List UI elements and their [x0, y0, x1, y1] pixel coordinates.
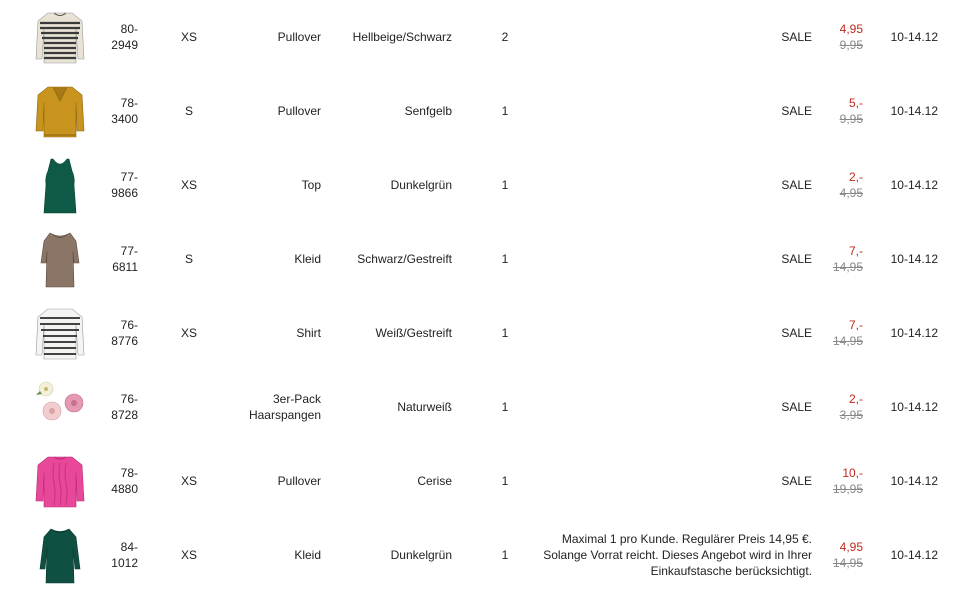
- original-price: 9,95: [839, 112, 863, 126]
- sale-label: SALE: [781, 30, 812, 44]
- product-type: Shirt: [296, 326, 321, 340]
- article-number: 77- 9866: [111, 170, 138, 200]
- quantity: 1: [501, 178, 509, 192]
- price: [818, 518, 863, 592]
- date-range: 10-14.12: [890, 474, 938, 488]
- price: [818, 370, 863, 444]
- article-number: 84- 1012: [111, 540, 138, 570]
- product-type: Kleid: [294, 252, 321, 266]
- quantity: 1: [501, 548, 509, 562]
- product-thumbnail[interactable]: [28, 444, 92, 518]
- original-price: 14,95: [832, 556, 863, 570]
- green-dress-icon: [30, 525, 90, 585]
- sale-price: 2,-: [848, 170, 863, 184]
- table-row: [0, 148, 970, 222]
- article-number: 76- 8776: [111, 318, 138, 348]
- table-row: [0, 370, 970, 444]
- striped-shirt-icon: [30, 303, 90, 363]
- table-row: [0, 222, 970, 296]
- price: [818, 148, 863, 222]
- sale-price: 7,-: [848, 244, 863, 258]
- product-type: Top: [301, 178, 321, 192]
- product-color: Schwarz/Gestreift: [357, 252, 452, 266]
- size: S: [184, 104, 193, 118]
- sale-label: SALE: [781, 400, 812, 414]
- sale-label: SALE: [781, 326, 812, 340]
- date-range: 10-14.12: [890, 400, 938, 414]
- sale-price: 10,-: [842, 466, 863, 480]
- product-type: Kleid: [294, 548, 321, 562]
- product-color: Senfgelb: [404, 104, 452, 118]
- sale-price: 5,-: [848, 96, 863, 110]
- table-row: [0, 296, 970, 370]
- flower-clips-icon: [30, 377, 90, 437]
- article-number: 80- 2949: [111, 22, 138, 52]
- quantity: 1: [501, 252, 509, 266]
- price: [818, 0, 863, 74]
- sale-price: 4,95: [839, 22, 863, 36]
- date-range: 10-14.12: [890, 30, 938, 44]
- original-price: 14,95: [832, 260, 863, 274]
- original-price: 19,95: [832, 482, 863, 496]
- striped-pullover-icon: [30, 7, 90, 67]
- date-range: 10-14.12: [890, 548, 938, 562]
- sale-label: SALE: [781, 474, 812, 488]
- product-thumbnail[interactable]: [28, 518, 92, 592]
- size: XS: [180, 178, 197, 192]
- size: XS: [180, 548, 197, 562]
- product-type: Pullover: [277, 104, 321, 118]
- price: [818, 222, 863, 296]
- product-type: Pullover: [277, 474, 321, 488]
- date-range: 10-14.12: [890, 252, 938, 266]
- article-number: 78- 3400: [111, 96, 138, 126]
- product-color: Dunkelgrün: [390, 178, 452, 192]
- table-row: [0, 444, 970, 518]
- sale-label: SALE: [781, 104, 812, 118]
- sale-label: SALE: [781, 178, 812, 192]
- quantity: 1: [501, 400, 509, 414]
- sale-price: 7,-: [848, 318, 863, 332]
- product-color: Cerise: [417, 474, 452, 488]
- original-price: 9,95: [839, 38, 863, 52]
- table-row: [0, 0, 970, 74]
- product-thumbnail[interactable]: [28, 222, 92, 296]
- size: XS: [180, 326, 197, 340]
- offer-note: Maximal 1 pro Kunde. Regulärer Preis 14,95 €. Solange Vorrat reicht. Dieses Angebot wird in Ihrer Einkaufstasche berücksichtigt.: [543, 532, 812, 578]
- table-row: [0, 518, 970, 592]
- table-row: [0, 74, 970, 148]
- sale-price: 2,-: [848, 392, 863, 406]
- date-range: 10-14.12: [890, 104, 938, 118]
- article-number: 77- 6811: [112, 244, 138, 274]
- quantity: 1: [501, 474, 509, 488]
- size: [160, 370, 218, 444]
- product-thumbnail[interactable]: [28, 296, 92, 370]
- product-type: 3er-Pack Haarspangen: [248, 392, 321, 422]
- product-thumbnail[interactable]: [28, 370, 92, 444]
- original-price: 3,95: [839, 408, 863, 422]
- quantity: 1: [501, 326, 509, 340]
- price: [818, 444, 863, 518]
- product-color: Dunkelgrün: [390, 548, 452, 562]
- sale-price: 4,95: [839, 540, 863, 554]
- date-range: 10-14.12: [890, 178, 938, 192]
- quantity: 1: [501, 104, 509, 118]
- brown-dress-icon: [30, 229, 90, 289]
- product-color: Naturweiß: [397, 400, 452, 414]
- original-price: 14,95: [832, 334, 863, 348]
- size: XS: [180, 30, 197, 44]
- product-color: Weiß/Gestreift: [375, 326, 452, 340]
- size: XS: [180, 474, 197, 488]
- product-thumbnail[interactable]: [28, 148, 92, 222]
- size: S: [184, 252, 193, 266]
- price: [818, 74, 863, 148]
- product-thumbnail[interactable]: [28, 74, 92, 148]
- product-thumbnail[interactable]: [28, 0, 92, 74]
- article-number: 78- 4880: [111, 466, 138, 496]
- original-price: 4,95: [839, 186, 863, 200]
- sale-label: SALE: [781, 252, 812, 266]
- article-number: 76- 8728: [111, 392, 138, 422]
- product-color: Hellbeige/Schwarz: [352, 30, 452, 44]
- quantity: 2: [501, 30, 509, 44]
- pink-pullover-icon: [30, 451, 90, 511]
- date-range: 10-14.12: [890, 326, 938, 340]
- mustard-pullover-icon: [30, 81, 90, 141]
- price: [818, 296, 863, 370]
- product-type: Pullover: [277, 30, 321, 44]
- green-top-icon: [30, 155, 90, 215]
